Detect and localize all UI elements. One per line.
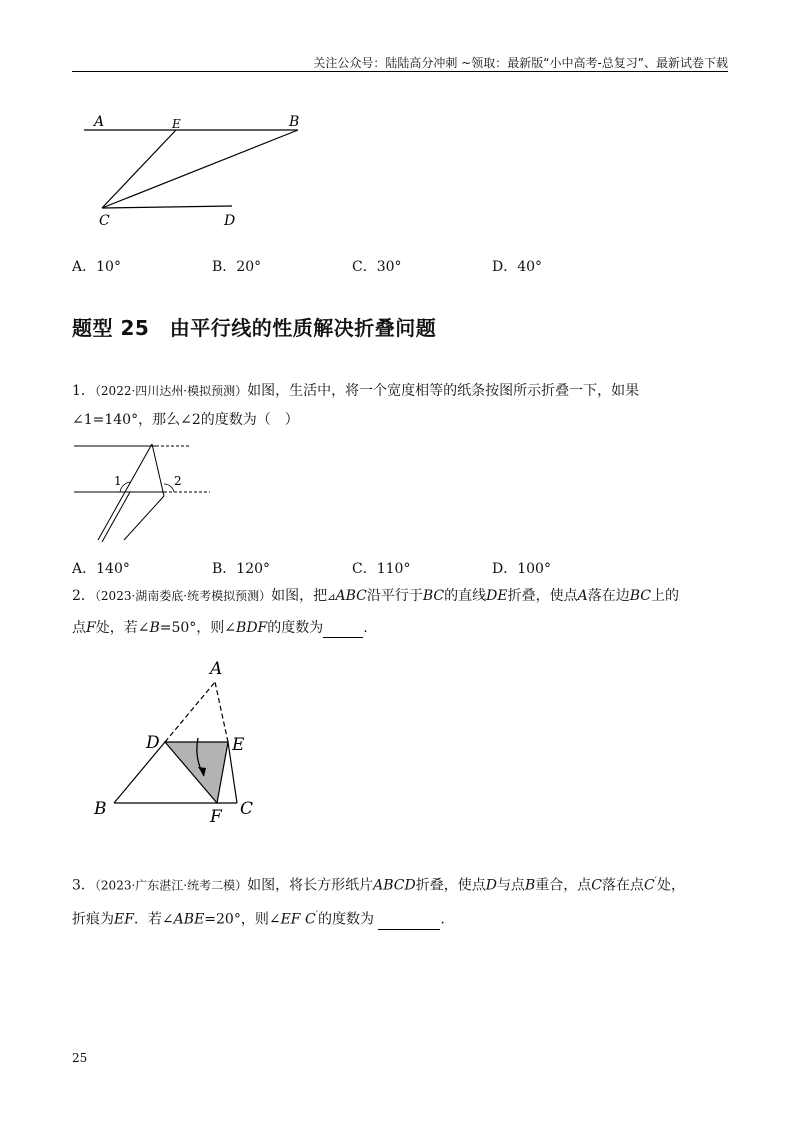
q2-line-1: 2．（2023·湖南娄底·统考模拟预测）如图，把⊿ABC沿平行于BC的直线DE折叠，使点A落在边BC上的: [72, 588, 679, 604]
page-number: 25: [72, 1051, 88, 1065]
option-c: C．30°: [352, 259, 402, 275]
fig1-label-d: D: [224, 213, 236, 229]
q3-line-1: 3．（2023·广东湛江·统考二模）如图，将长方形纸片ABCD折叠，使点D与点B重合，点C落在点C′处，: [72, 876, 685, 894]
q1-option-c: C．110°: [352, 561, 411, 577]
q3-answer-blank[interactable]: [378, 913, 440, 930]
q2-line-2: 点F处，若∠B=50°，则∠BDF的度数为 .: [72, 620, 368, 636]
q1-line-1: 1．（2022·四川达州·模拟预测）如图，生活中，将一个宽度相等的纸条按图所示折叠一下，如果: [72, 383, 640, 399]
option-a: A．10°: [72, 259, 121, 275]
figure-paper-strip: [70, 438, 220, 548]
fig1-label-e: E: [172, 117, 181, 131]
q1-option-a: A．140°: [72, 561, 130, 577]
angle-1-label: 1: [114, 474, 122, 488]
option-b: B．20°: [212, 259, 262, 275]
page-header: 关注公众号：陆陆高分冲刺 ~领取：最新版“小中高考-总复习”、最新试卷下载: [313, 56, 728, 70]
fig2-label-f: F: [210, 807, 222, 827]
section-title: 题型 25 由平行线的性质解决折叠问题: [72, 316, 437, 340]
fig1-label-c: C: [99, 213, 110, 229]
q3-line-2: 折痕为EF．若∠ABE=20°，则∠EF C′的度数为 .: [72, 910, 445, 928]
fig2-label-b: B: [94, 799, 107, 819]
fig1-label-a: A: [94, 114, 105, 130]
figure-triangle-fold: [90, 652, 270, 832]
fig1-label-b: B: [289, 114, 300, 130]
angle-2-label: 2: [174, 474, 182, 488]
fig2-label-a: A: [210, 659, 223, 679]
fig2-label-d: D: [146, 733, 160, 753]
option-d: D．40°: [492, 259, 543, 275]
q1-option-d: D．100°: [492, 561, 551, 577]
figure-aebcd: [70, 108, 320, 238]
header-rule: [72, 71, 728, 72]
q1-line-2: ∠1=140°，那么∠2的度数为（ ）: [72, 412, 299, 428]
fig2-label-e: E: [232, 735, 245, 755]
fig2-label-c: C: [240, 799, 254, 819]
q2-answer-blank[interactable]: [323, 621, 363, 638]
q1-option-b: B．120°: [212, 561, 271, 577]
